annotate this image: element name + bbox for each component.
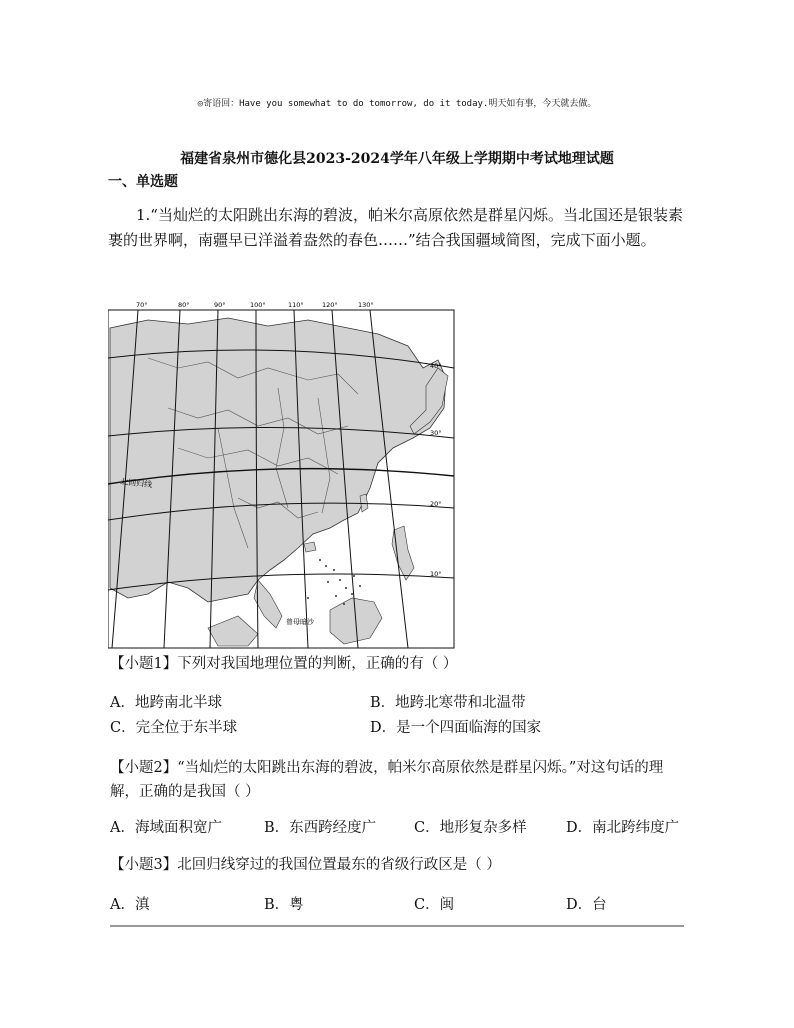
lat-label-10: 10° <box>430 570 442 578</box>
lon-label-110: 110° <box>288 301 304 309</box>
motto-line: ◎寄语回：Have you somewhat to do tomorrow, do it today.明天如有事，今天就去做。 <box>197 99 597 109</box>
q3-option-a: A．滇 <box>110 897 150 913</box>
section-heading: 一、单选题 <box>108 174 178 190</box>
q1-option-d: D．是一个四面临海的国家 <box>370 720 542 736</box>
q3-option-b: B．粤 <box>264 897 304 913</box>
q1-option-b: B．地跨北寒带和北温带 <box>370 695 526 711</box>
zengmu-reef-label: 曾母暗沙 <box>286 618 314 626</box>
lat-label-20: 20° <box>430 500 442 508</box>
q1-option-a: A．地跨南北半球 <box>110 695 222 711</box>
question-stem-text: 1.“当灿烂的太阳跳出东海的碧波，帕米尔高原依然是群星闪烁。当北国还是银装素裹的世界啊，南疆早已洋溢着盎然的春色……”结合我国疆域简图，完成下面小题。 <box>108 206 683 249</box>
q2-option-c: C．地形复杂多样 <box>414 820 527 836</box>
document-title: 福建省泉州市德化县2023-2024学年八年级上学期期中考试地理试题 <box>180 151 614 167</box>
lat-label-30: 30° <box>430 429 442 437</box>
q2-option-b: B．东西跨经度广 <box>264 820 377 836</box>
lon-label-90: 90° <box>214 301 226 309</box>
q2-option-d: D．南北跨纬度广 <box>566 820 680 836</box>
q3-option-c: C．闽 <box>414 897 455 913</box>
q2-option-a: A．海域面积宽广 <box>110 820 222 836</box>
hainan-island <box>304 542 316 552</box>
lon-label-70: 70° <box>136 301 148 309</box>
subquestion-3-prompt: 【小题3】北回归线穿过的我国位置最东的省级行政区是（ ） <box>110 857 501 873</box>
lon-label-120: 120° <box>322 301 338 309</box>
lon-label-100: 100° <box>250 301 266 309</box>
lat-label-40: 40° <box>430 362 442 370</box>
question-stem <box>108 203 688 253</box>
subquestion-2-prompt: 【小题2】“当灿烂的太阳跳出东海的碧波，帕米尔高原依然是群星闪烁。”对这句话的理解，正确的是我国（ ） <box>110 760 664 800</box>
china-territory-map <box>108 298 460 650</box>
subquestion-1-prompt: 【小题1】下列对我国地理位置的判断，正确的有（ ） <box>110 656 458 672</box>
q3-option-d: D．台 <box>566 897 607 913</box>
q1-option-c: C．完全位于东半球 <box>110 720 238 736</box>
lon-label-80: 80° <box>178 301 190 309</box>
lon-label-130: 130° <box>358 301 374 309</box>
tropic-label: 北回归线 <box>119 477 153 490</box>
bottom-divider <box>110 925 684 927</box>
